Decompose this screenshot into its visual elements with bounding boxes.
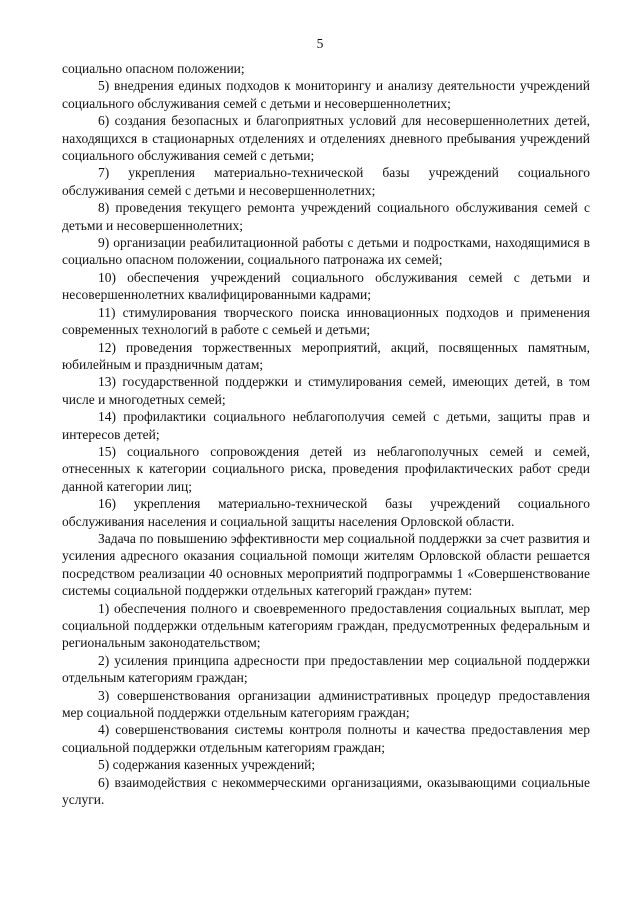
paragraph-item-16: 16) укрепления материально-технической базы учреждений социального обслуживания населения и социальной защиты населения Орловской области. xyxy=(62,496,590,529)
paragraph-item-8: 8) проведения текущего ремонта учреждений социального обслуживания семей с детьми и несовершеннолетних; xyxy=(62,200,590,233)
page-number: 5 xyxy=(316,36,324,51)
paragraph-task-4: 4) совершенствования системы контроля полноты и качества предоставления мер социальной поддержки отдельным категориям граждан; xyxy=(62,722,590,755)
paragraph-task-3: 3) совершенствования организации административных процедур предоставления мер социальной поддержки отдельным категориям граждан; xyxy=(62,687,590,721)
paragraph-item-14: 14) профилактики социального неблагополучия семей с детьми, защиты прав и интересов детей; xyxy=(62,409,590,442)
paragraph-item-10: 10) обеспечения учреждений социального обслуживания семей с детьми и несовершеннолетних квалифицированными кадрами; xyxy=(62,269,590,303)
paragraph-item-9: 9) организации реабилитационной работы с детьми и подростками, находящимися в социально опасном положении, социального патронажа их семей; xyxy=(62,235,590,268)
paragraph-item-12: 12) проведения торжественных мероприятий, акций, посвященных памятным, юбилейным и праздничным датам; xyxy=(62,339,590,372)
paragraph-task-5: 5) содержания казенных учреждений; xyxy=(98,757,316,773)
paragraph-item-13: 13) государственной поддержки и стимулирования семей, имеющих детей, в том числе и многодетных семей; xyxy=(62,374,590,407)
document-body xyxy=(62,60,590,808)
paragraph-item-6: 6) создания безопасных и благоприятных условий для несовершеннолетних детей, находящихся в стационарных отделениях и отделениях дневного пребывания учреждений социального обслуживания семей с детьми; xyxy=(62,113,590,164)
paragraph-intro-continuation: социально опасном положении; xyxy=(62,61,245,76)
paragraph-item-11: 11) стимулирования творческого поиска инновационных подходов и применения современных технологий в работе с семьей и детьми; xyxy=(62,304,590,338)
paragraph-item-5: 5) внедрения единых подходов к мониторингу и анализу деятельности учреждений социального обслуживания семей с детьми и несовершеннолетних; xyxy=(62,78,590,111)
paragraph-task-intro: Задача по повышению эффективности мер социальной поддержки за счет развития и усиления адресного оказания социальной помощи жителям Орловской области решается посредством реализации 40 основных мероприятий подпрограммы 1 «Совершенствование системы социальной поддержки отдельных категорий граждан» путем: xyxy=(62,530,590,599)
paragraph-item-15: 15) социального сопровождения детей из неблагополучных семей и семей, отнесенных к категории социального риска, проведения профилактических работ среди данной категории лиц; xyxy=(62,443,590,494)
paragraph-task-1: 1) обеспечения полного и своевременного предоставления социальных выплат, мер социальной поддержки отдельным категориям граждан, предусмотренных федеральным и региональным законодательством; xyxy=(62,600,590,651)
paragraph-item-7: 7) укрепления материально-технической базы учреждений социального обслуживания семей с детьми и несовершеннолетних; xyxy=(62,165,590,198)
paragraph-task-2: 2) усиления принципа адресности при предоставлении мер социальной поддержки отдельным категориям граждан; xyxy=(62,652,590,686)
paragraph-task-6: 6) взаимодействия с некоммерческими организациями, оказывающими социальные услуги. xyxy=(62,774,590,808)
